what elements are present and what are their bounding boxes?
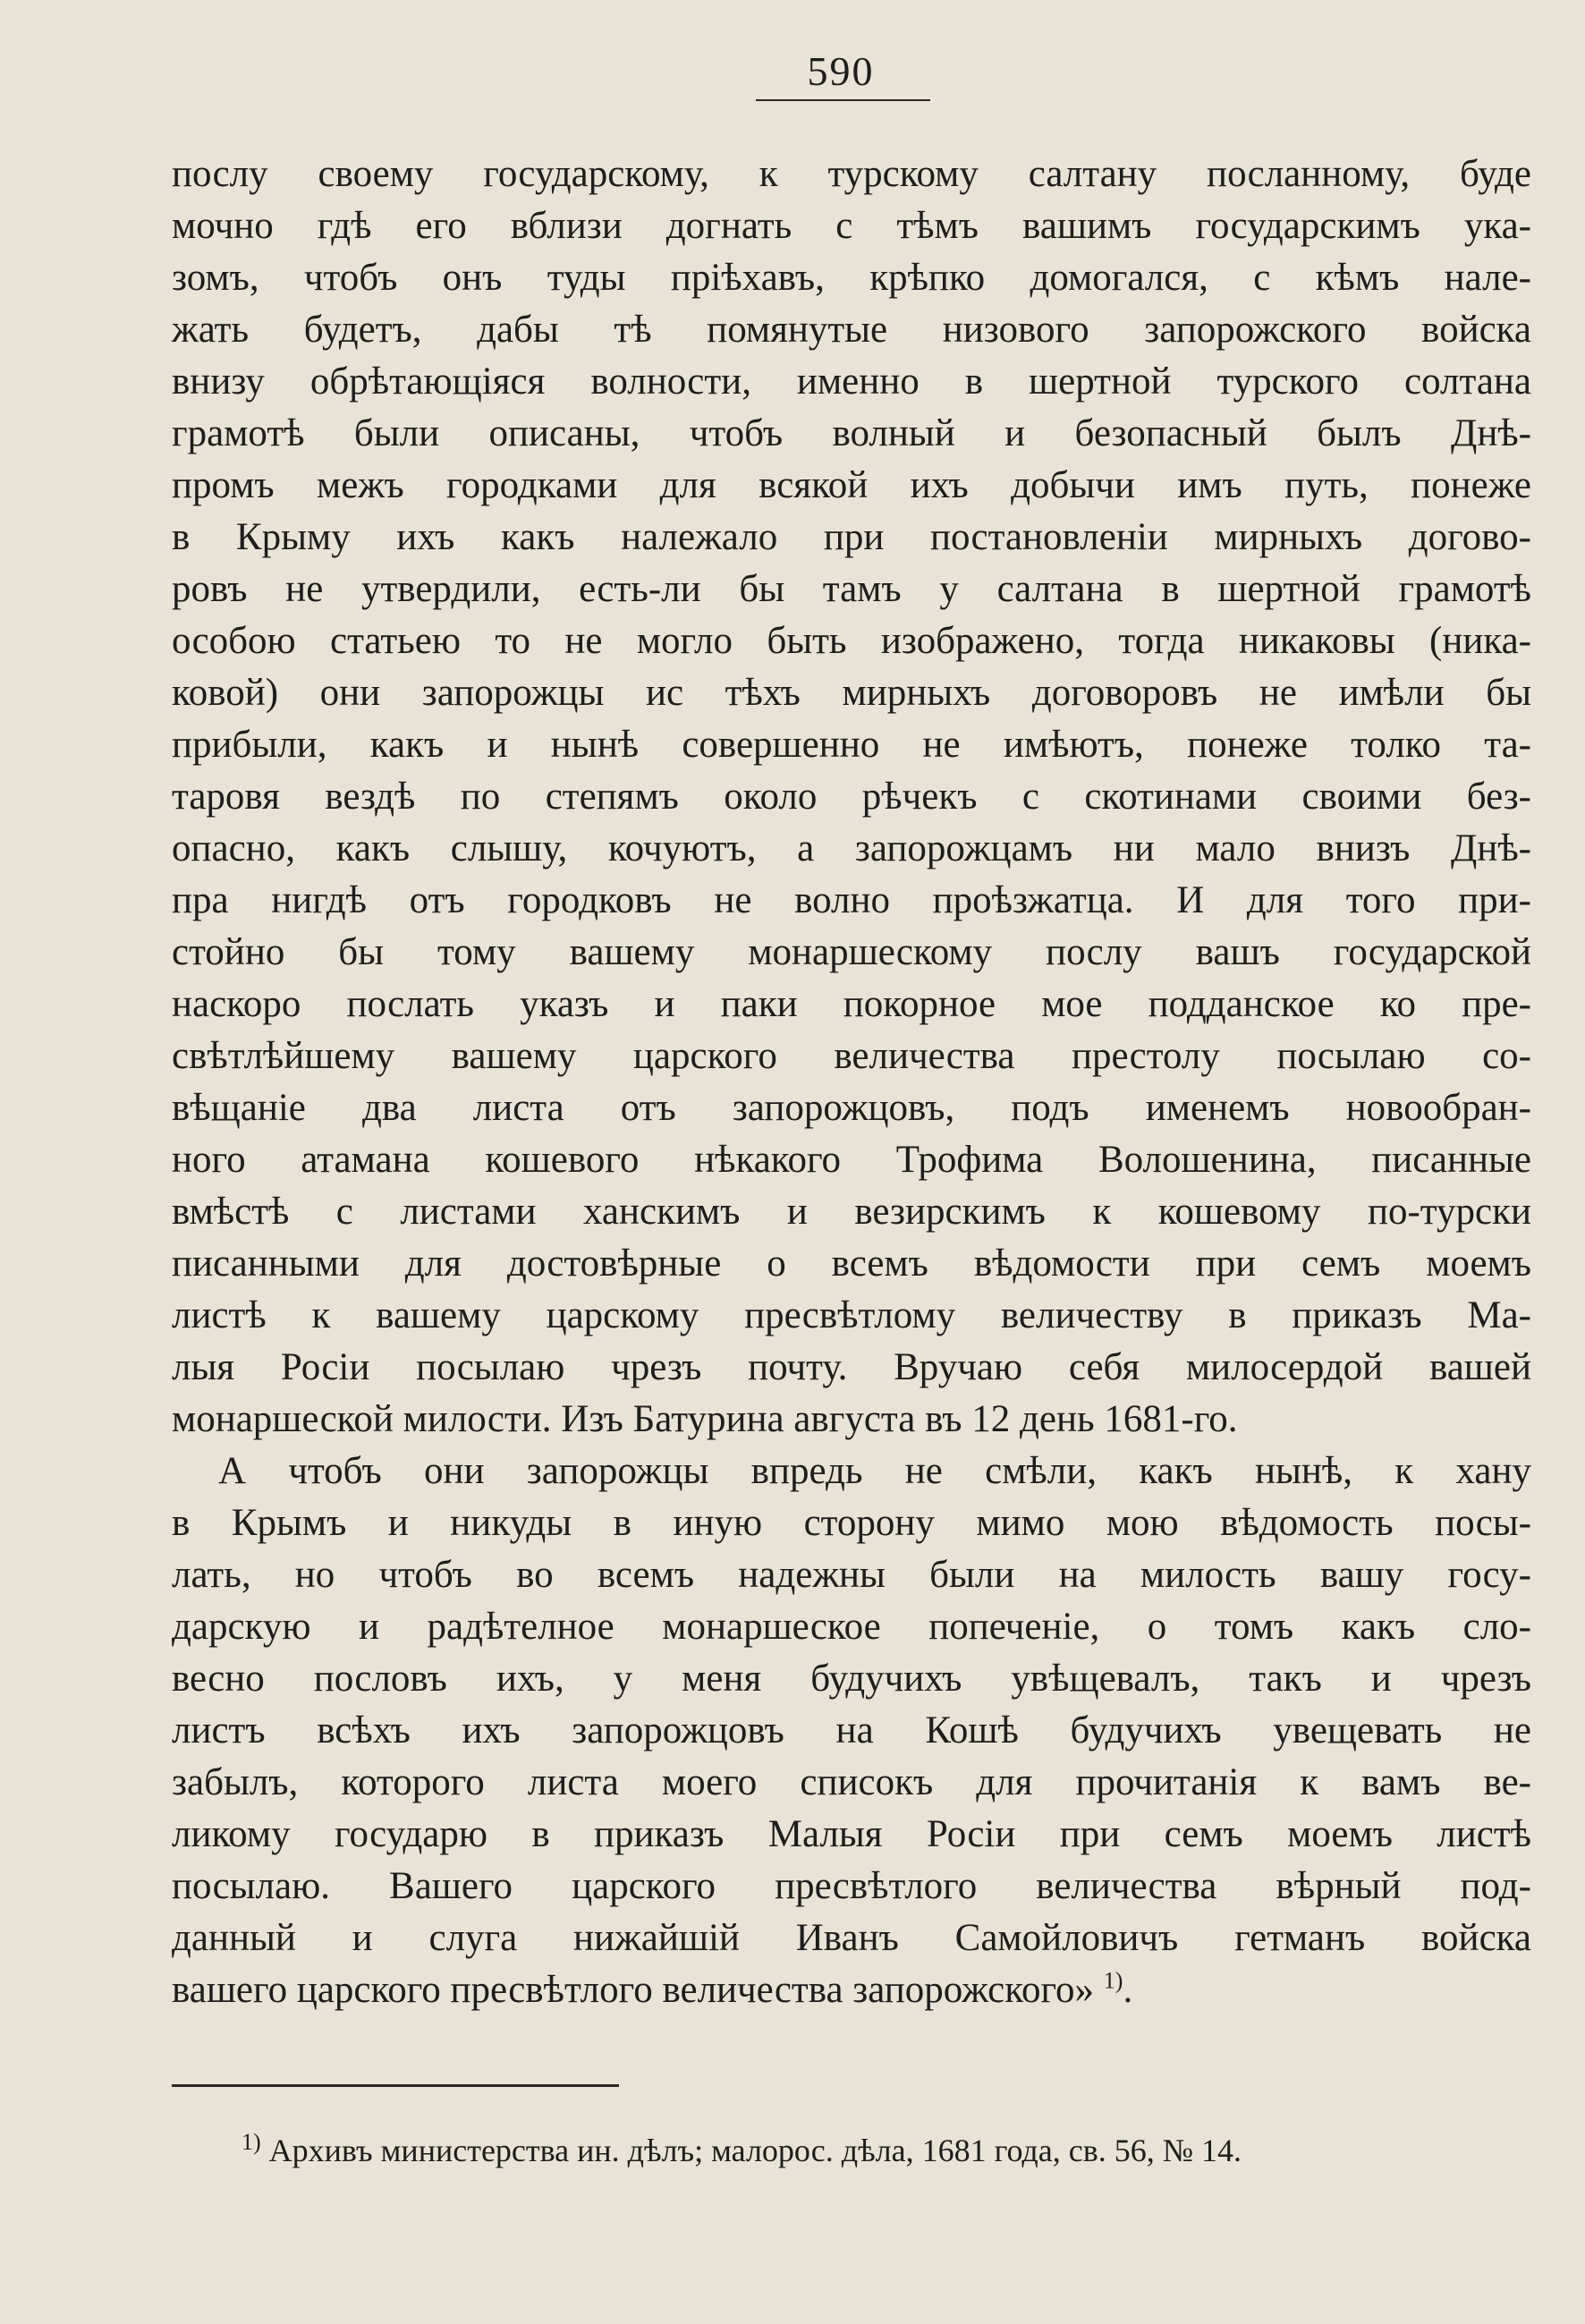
line-text: вѣщаніе два листа отъ запорожцовъ, подъ именемъ новообран- [172,1087,1531,1129]
line-text: ного атамана кошевого нѣкакого Трофима Волошенина, писанные [172,1139,1531,1181]
footnote [242,2129,1530,2172]
line-text: пра нигдѣ отъ городковъ не волно проѣзжатца. И для того при- [172,879,1531,921]
line-text: монаршеской милости. Изъ Батурина августа въ 12 день 1681-го. [172,1398,1238,1440]
line-text: посылаю. Вашего царского пресвѣтлого величества вѣрный под- [172,1865,1531,1907]
line-text: промъ межъ городками для всякой ихъ добычи имъ путь, понеже [172,464,1531,506]
text-line [172,356,1531,408]
text-line [172,252,1531,304]
line-text: особою статьею то не могло быть изображено, тогда никаковы (ника- [172,620,1531,662]
line-text: стойно бы тому вашему монаршескому послу вашъ государской [172,931,1531,973]
text-line [172,1964,1531,2016]
text-line [172,1394,1531,1446]
text-line [172,1913,1531,1964]
line-text: таровя вездѣ по степямъ около рѣчекъ с скотинами своими без- [172,776,1531,818]
text-line [172,1186,1531,1238]
line-text: листѣ к вашему царскому пресвѣтлому величеству в приказъ Ма- [172,1294,1531,1336]
text-line [172,1342,1531,1394]
line-text: свѣтлѣйшему вашему царского величества престолу посылаю со- [172,1035,1531,1077]
line-text: А чтобъ они запорожцы впредь не смѣли, какъ нынѣ, к хану [218,1450,1531,1492]
line-text: внизу обрѣтающіяся волности, именно в шертной турского солтана [172,360,1531,403]
text-line [172,875,1531,927]
text-line [172,719,1531,771]
line-text: весно пословъ ихъ, у меня будучихъ увѣщевалъ, такъ и чрезъ [172,1658,1531,1700]
line-text: ликому государю в приказъ Малыя Росіи при семъ моемъ листѣ [172,1813,1531,1855]
text-line [172,1549,1531,1601]
line-text: листъ всѣхъ ихъ запорожцовъ на Кошѣ будучихъ увещевать не [172,1709,1531,1751]
line-text: данный и слуга нижайшій Иванъ Самойловичъ гетманъ войска [172,1917,1531,1959]
text-line [172,512,1531,564]
text-line [172,615,1531,667]
line-text: дарскую и радѣтелное монаршеское попеченіе, о томъ какъ сло- [172,1606,1531,1648]
text-line [172,408,1531,460]
line-text: жать будетъ, дабы тѣ помянутые низового запорожского войска [172,309,1531,351]
line-text: забылъ, которого листа моего списокъ для прочитанія к вамъ ве- [172,1761,1531,1803]
line-text: в Крымъ и никуды в иную сторону мимо мою вѣдомость посы- [172,1502,1531,1544]
line-text: мочно гдѣ его вблизи догнать с тѣмъ вашимъ государскимъ ука- [172,205,1531,247]
paragraph-2 [172,1446,1531,2016]
text-line [172,1082,1531,1134]
text-line [172,1497,1531,1549]
text-line [172,1757,1531,1809]
line-text: вашего царского пресвѣтлого величества запорожского» [172,1969,1095,2011]
line-tail: . [1123,1969,1133,2011]
text-line [172,667,1531,719]
text-line [172,1653,1531,1705]
line-text: ровъ не утвердили, есть-ли бы тамъ у салтана в шертной грамотѣ [172,568,1531,610]
line-text: в Крыму ихъ какъ належало при постановленіи мирныхъ догово- [172,516,1531,558]
page-number: 590 [807,48,875,94]
text-line [172,1601,1531,1653]
text-line [172,927,1531,979]
text-line [172,460,1531,512]
text-line [172,200,1531,252]
text-line [172,1705,1531,1757]
line-text: зомъ, чтобъ онъ туды пріѣхавъ, крѣпко домогался, с кѣмъ нале- [172,257,1531,299]
text-line [172,304,1531,356]
text-line [172,1134,1531,1186]
page-number-underline [756,99,930,101]
text-line [172,1238,1531,1290]
line-text: прибыли, какъ и нынѣ совершенно не имѣютъ, понеже толко та- [172,724,1531,766]
footnote-separator [172,2084,619,2087]
text-line [172,1446,1531,1497]
text-line [172,823,1531,875]
line-text: грамотѣ были описаны, чтобъ волный и безопасный былъ Днѣ- [172,412,1531,454]
footnote-mark: 1) [242,2129,261,2155]
text-line [172,148,1531,200]
line-text: лать, но чтобъ во всемъ надежны были на милость вашу госу- [172,1554,1531,1596]
text-line [172,1809,1531,1861]
body-text [172,148,1531,2016]
line-text: наскоро послать указъ и паки покорное мое подданское ко пре- [172,983,1531,1025]
line-text: лыя Росіи посылаю чрезъ почту. Вручаю себя милосердой вашей [172,1346,1531,1388]
paragraph-1 [172,148,1531,1446]
text-line [172,564,1531,615]
line-text: писанными для достовѣрные о всемъ вѣдомости при семъ моемъ [172,1243,1531,1285]
footnote-reference: 1) [1103,1967,1123,1994]
text-line [172,1290,1531,1342]
line-text: послу своему государскому, к турскому салтану посланному, буде [172,153,1531,195]
line-text: вмѣстѣ с листами ханскимъ и везирскимъ к кошевому по-турски [172,1191,1531,1233]
line-text: ковой) они запорожцы ис тѣхъ мирныхъ договоровъ не имѣли бы [172,672,1531,714]
text-line [172,771,1531,823]
footnote-text: Архивъ министерства ин. дѣлъ; малорос. дѣла, 1681 года, св. 56, № 14. [268,2133,1242,2168]
line-text: опасно, какъ слышу, кочуютъ, а запорожцамъ ни мало внизъ Днѣ- [172,827,1531,869]
text-line [172,1031,1531,1082]
text-line [172,979,1531,1031]
text-line [172,1861,1531,1913]
